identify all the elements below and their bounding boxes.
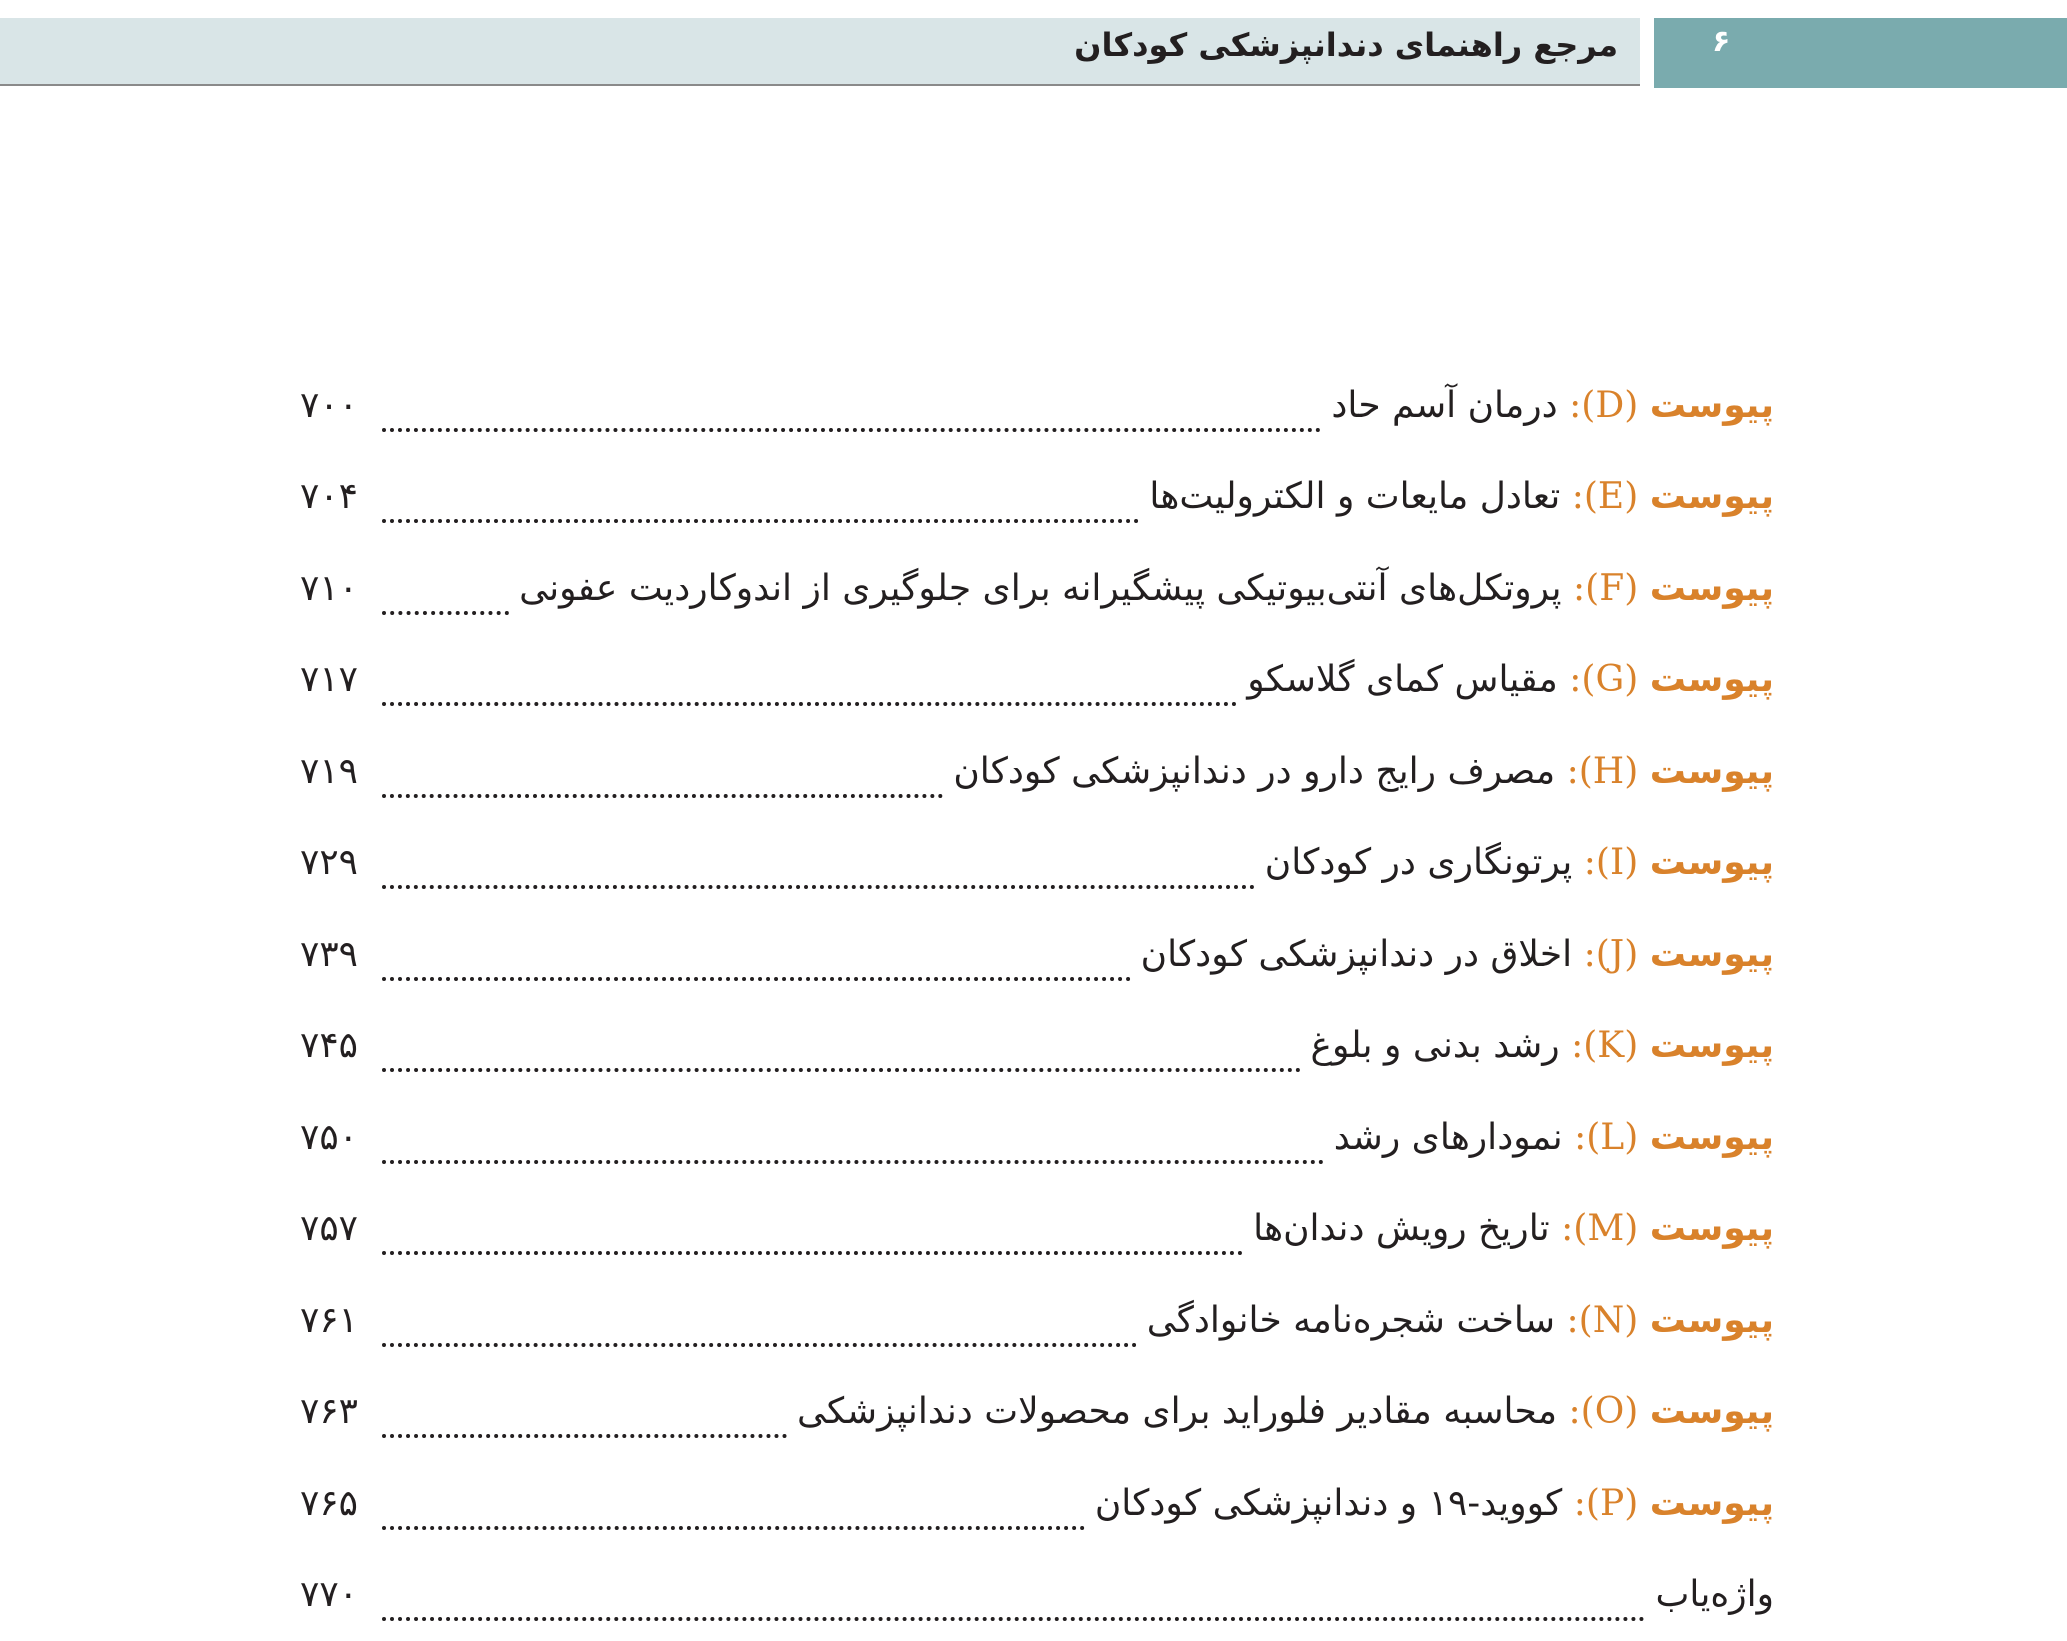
toc-entry-page: ۷۰۰: [300, 388, 372, 424]
toc-entry-page: ۷۶۱: [300, 1303, 372, 1339]
header-title-band: [0, 18, 1640, 86]
toc-entry-prefix: پیوست: [1650, 1483, 1774, 1524]
toc-entry-label: [1253, 1211, 1774, 1247]
toc-entry-label: [519, 571, 1774, 607]
toc-entry-page: ۷۱۰: [300, 571, 372, 607]
toc-entry-letter: (K):: [1571, 1025, 1638, 1066]
toc-entry-title: کووید-۱۹ و دندانپزشکی کودکان: [1095, 1483, 1562, 1524]
toc-entry-letter: (L):: [1574, 1117, 1638, 1158]
toc-entry-page: ۷۱۹: [300, 754, 372, 790]
page-number-box: [1654, 18, 2067, 88]
dot-leader: [382, 1160, 1324, 1164]
toc-entry-letter: (O):: [1569, 1391, 1639, 1432]
toc-entry-label: [1311, 1028, 1774, 1064]
toc-entry-letter: (D):: [1569, 385, 1638, 426]
toc-entry-title: نمودارهای رشد: [1334, 1117, 1563, 1158]
toc-entry-letter: (E):: [1572, 476, 1639, 517]
toc-entry-label: [1095, 1486, 1774, 1522]
toc-entry-page: ۷۳۹: [300, 937, 372, 973]
toc-entry[interactable]: [300, 1184, 1774, 1276]
toc-entry-label: [953, 754, 1774, 790]
toc-entry-label: [1655, 1577, 1774, 1613]
toc-entry-title: تاریخ رویش دندان‌ها: [1253, 1208, 1550, 1249]
toc-entry-title: مصرف رایج دارو در دندانپزشکی کودکان: [953, 751, 1555, 792]
toc-entry[interactable]: [300, 1458, 1774, 1550]
toc-entry-prefix: پیوست: [1650, 1025, 1774, 1066]
toc-entry-prefix: پیوست: [1650, 842, 1774, 883]
toc-entry-letter: (M):: [1561, 1208, 1638, 1249]
toc-entry-letter: (I):: [1584, 842, 1638, 883]
toc-entry-prefix: پیوست: [1650, 476, 1774, 517]
toc-entry-title: رشد بدنی و بلوغ: [1311, 1025, 1560, 1066]
toc-entry-letter: (F):: [1573, 568, 1638, 609]
dot-leader: [382, 885, 1255, 889]
toc-entry[interactable]: [300, 1001, 1774, 1093]
toc-entry-title: اخلاق در دندانپزشکی کودکان: [1141, 934, 1572, 975]
toc-entry-index[interactable]: [300, 1550, 1774, 1641]
toc-entry[interactable]: [300, 543, 1774, 635]
toc-entry[interactable]: [300, 360, 1774, 452]
dot-leader: [382, 611, 509, 615]
toc-entry[interactable]: [300, 1092, 1774, 1184]
toc-entry-prefix: پیوست: [1650, 568, 1774, 609]
toc-entry-prefix: پیوست: [1650, 1117, 1774, 1158]
page-number: ۶: [1712, 24, 1730, 59]
header-divider: [1640, 18, 1654, 88]
toc-entry-label: [1147, 1303, 1774, 1339]
toc-entry-page: ۷۱۷: [300, 662, 372, 698]
toc-entry-page: ۷۰۴: [300, 479, 372, 515]
toc-entry[interactable]: [300, 452, 1774, 544]
dot-leader: [382, 519, 1139, 523]
dot-leader: [382, 977, 1131, 981]
dot-leader: [382, 1068, 1301, 1072]
toc-entry-label: [797, 1394, 1774, 1430]
toc-entry-page: ۷۲۹: [300, 845, 372, 881]
toc-entry-page: ۷۵۰: [300, 1120, 372, 1156]
toc-entry-prefix: پیوست: [1650, 1208, 1774, 1249]
toc-entry-prefix: پیوست: [1650, 385, 1774, 426]
toc-entry-label: [1334, 1120, 1774, 1156]
toc-entry-letter: (N):: [1567, 1300, 1639, 1341]
toc-entry[interactable]: [300, 818, 1774, 910]
toc-entry-prefix: پیوست: [1650, 659, 1774, 700]
dot-leader: [382, 1617, 1645, 1621]
toc-entry-title: محاسبه مقادیر فلوراید برای محصولات دندانپزشکی: [797, 1391, 1557, 1432]
toc-entry-page: ۷۶۵: [300, 1486, 372, 1522]
toc-entry-title: واژه‌یاب: [1655, 1574, 1774, 1615]
toc-entry-label: [1141, 937, 1774, 973]
toc-entry-label: [1331, 388, 1774, 424]
toc-entry-label: [1247, 662, 1774, 698]
toc-entry-label: [1149, 479, 1774, 515]
toc-entry-title: مقیاس کمای گلاسکو: [1247, 659, 1558, 700]
toc-entry-letter: (P):: [1574, 1483, 1638, 1524]
toc-entry[interactable]: [300, 635, 1774, 727]
dot-leader: [382, 702, 1237, 706]
page-header: [0, 18, 2067, 88]
toc-entry-title: ساخت شجره‌نامه خانوادگی: [1147, 1300, 1555, 1341]
toc-entry-prefix: پیوست: [1650, 1300, 1774, 1341]
dot-leader: [382, 1434, 787, 1438]
book-title: مرجع راهنمای دندانپزشکی کودکان: [1074, 26, 1618, 64]
toc-entry-page: ۷۷۰: [300, 1577, 372, 1613]
toc-entry[interactable]: [300, 1275, 1774, 1367]
table-of-contents: [300, 360, 1774, 1641]
toc-entry[interactable]: [300, 1367, 1774, 1459]
toc-entry-prefix: پیوست: [1650, 751, 1774, 792]
dot-leader: [382, 794, 943, 798]
toc-entry-letter: (G):: [1569, 659, 1638, 700]
toc-entry-label: [1265, 845, 1774, 881]
dot-leader: [382, 1526, 1085, 1530]
toc-entry-page: ۷۴۵: [300, 1028, 372, 1064]
toc-entry-page: ۷۶۳: [300, 1394, 372, 1430]
toc-entry-title: پرتونگاری در کودکان: [1265, 842, 1573, 883]
toc-entry-prefix: پیوست: [1650, 1391, 1774, 1432]
dot-leader: [382, 1343, 1137, 1347]
toc-entry-prefix: پیوست: [1650, 934, 1774, 975]
dot-leader: [382, 428, 1321, 432]
toc-entry-letter: (J):: [1584, 934, 1639, 975]
toc-entry-page: ۷۵۷: [300, 1211, 372, 1247]
dot-leader: [382, 1251, 1243, 1255]
toc-entry[interactable]: [300, 726, 1774, 818]
toc-entry-title: پروتکل‌های آنتی‌بیوتیکی پیشگیرانه برای جلوگیری از اندوکاردیت عفونی: [519, 568, 1562, 609]
toc-entry-title: درمان آسم حاد: [1331, 385, 1557, 426]
toc-entry[interactable]: [300, 909, 1774, 1001]
toc-entry-letter: (H):: [1567, 751, 1639, 792]
toc-entry-title: تعادل مایعات و الکترولیت‌ها: [1149, 476, 1560, 517]
